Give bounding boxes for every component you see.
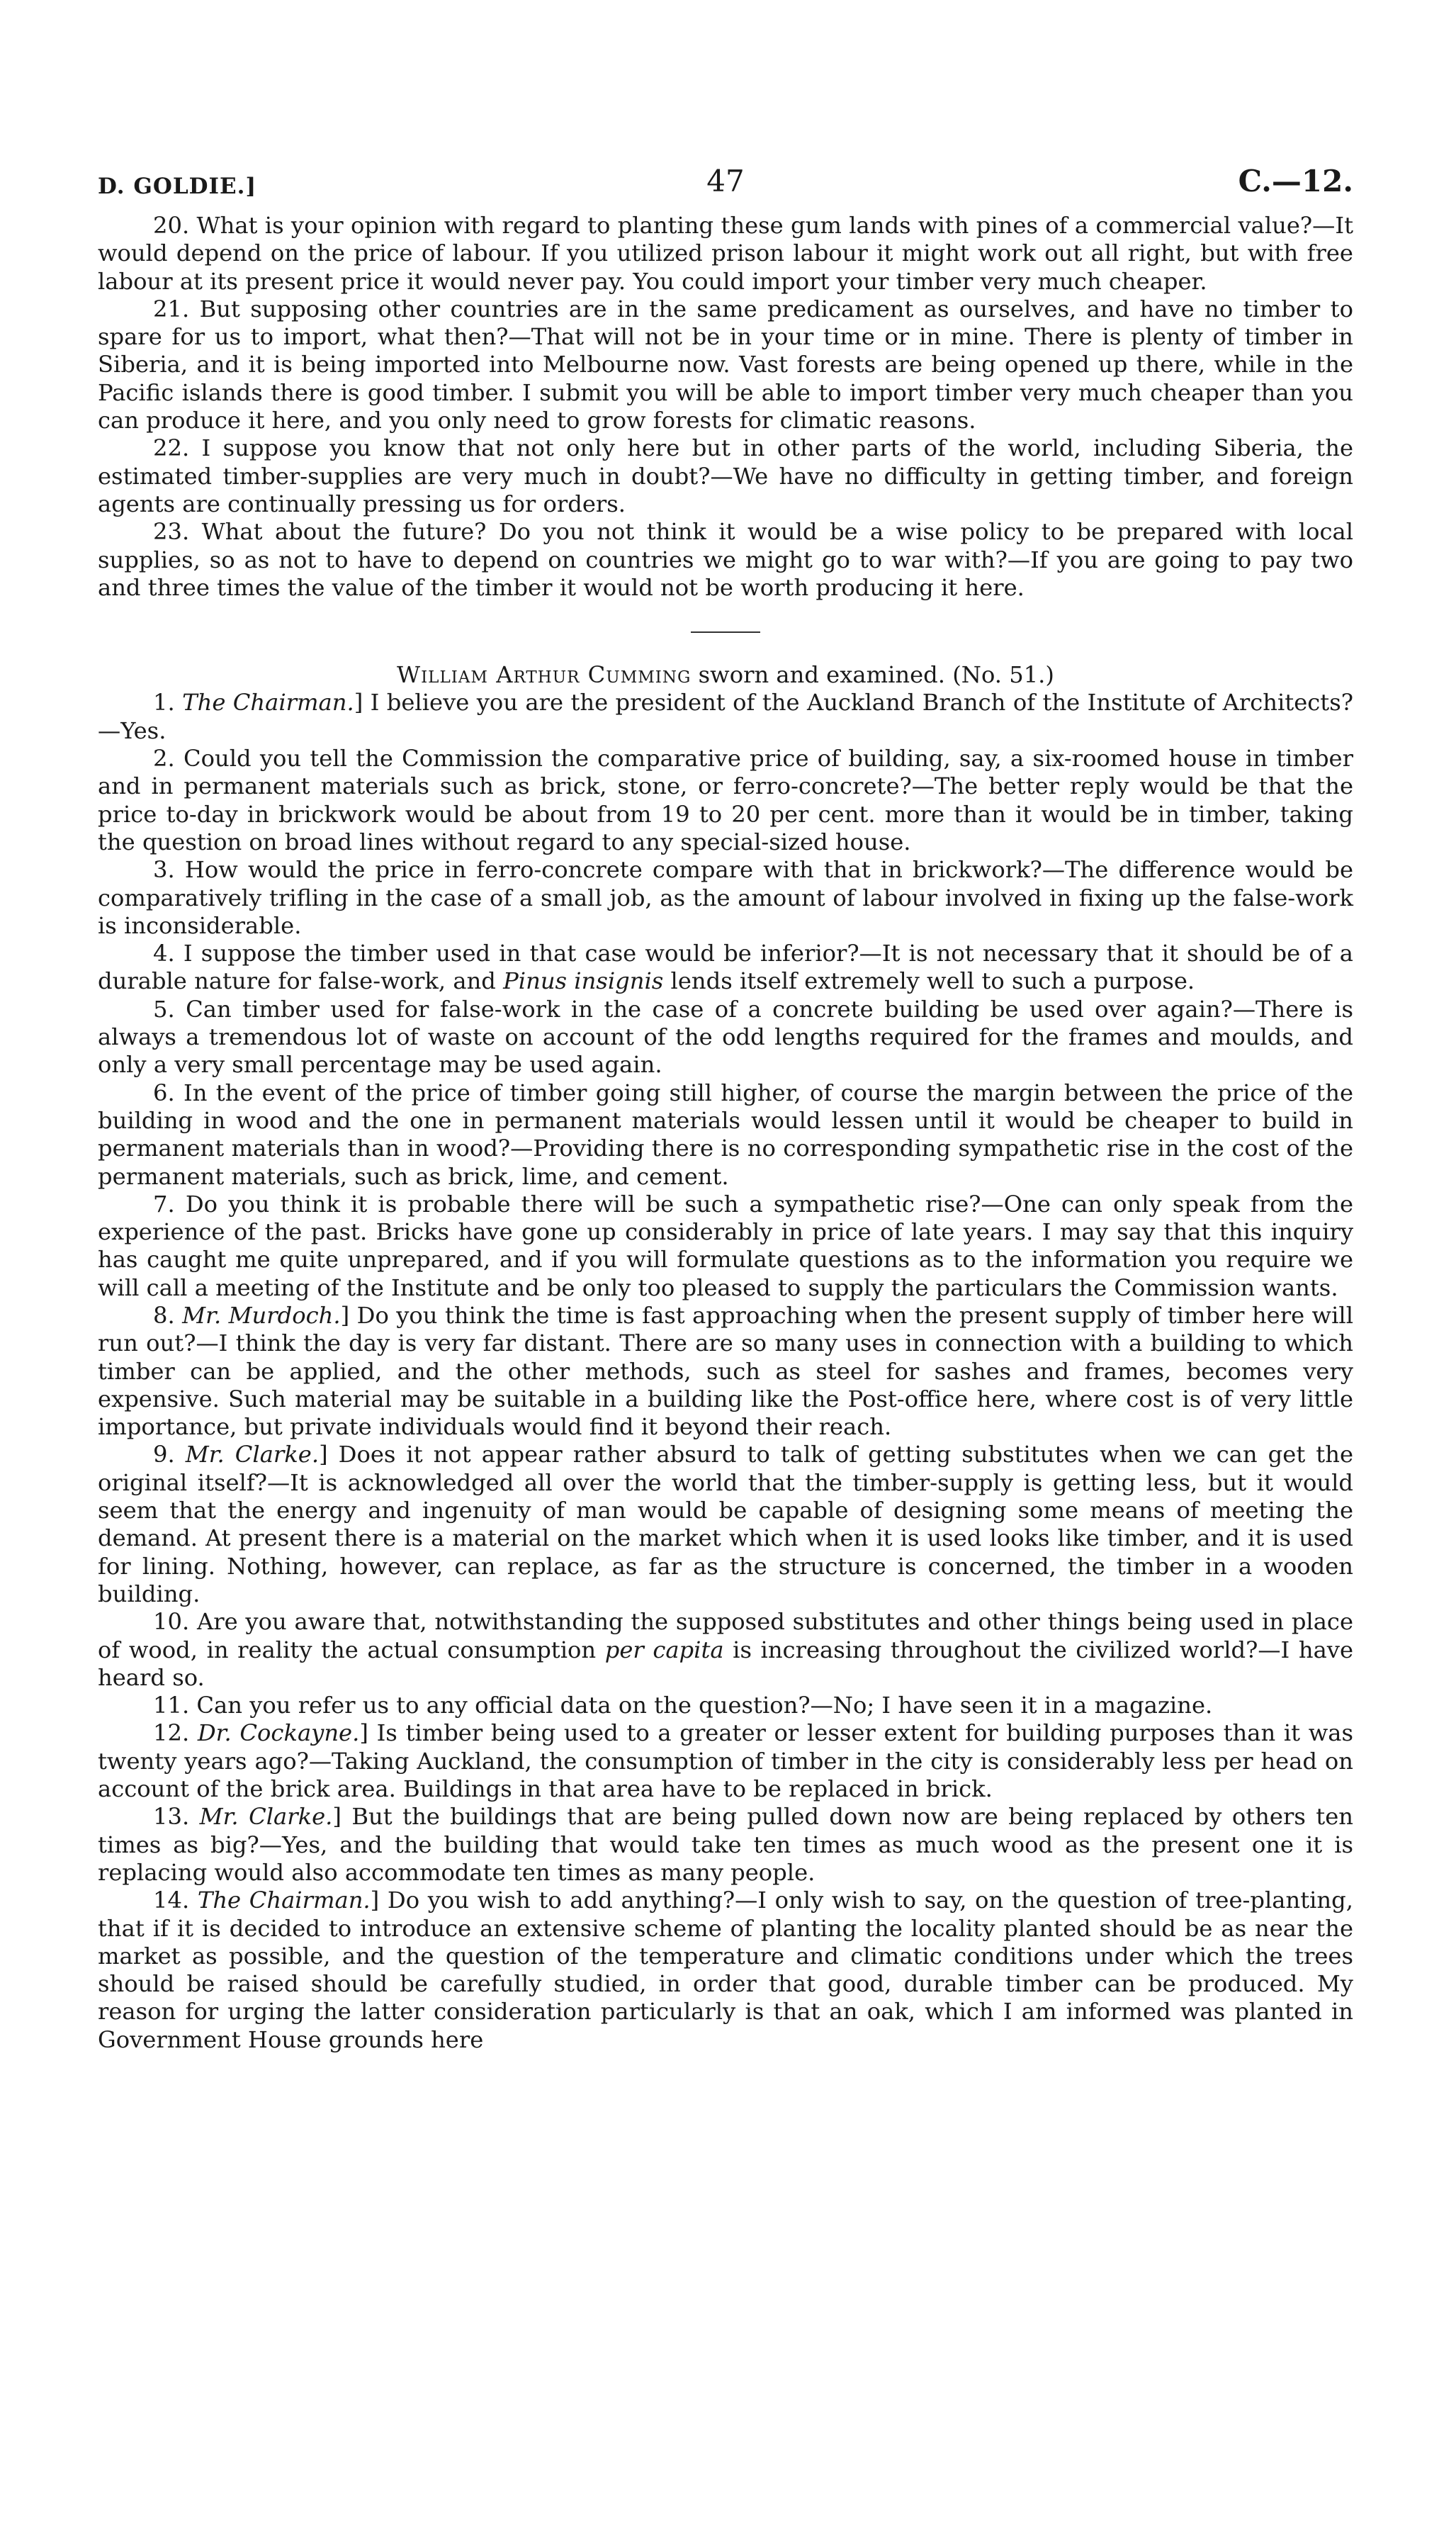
paragraph-text-continued: is increasing throughout the civilized world?—I have heard so.: [98, 1636, 1353, 1691]
cumming-evidence: [98, 689, 1353, 2054]
speaker-name: Mr. Murdoch.: [182, 1301, 341, 1329]
paragraph-text: ] But the buildings that are being pulled down now are being replaced by others ten times as big?—Yes, and the building that would take ten times as much wood as the present one it is replacing would also accommodate ten times as many people.: [98, 1803, 1353, 1886]
paragraph-number: 13.: [153, 1803, 200, 1831]
document-body: [98, 212, 1353, 2054]
paragraph-text: ] I believe you are the president of the Auckland Branch of the Institute of Architects?—Yes.: [98, 689, 1353, 744]
witness-heading: [98, 661, 1353, 689]
witness-heading-rest: sworn and examined. (No. 51.): [691, 661, 1054, 689]
speaker-name: Dr. Cockayne.: [197, 1719, 360, 1747]
paragraph-text: 11. Can you refer us to any official data on the question?—No; I have seen it in a magazine.: [153, 1692, 1213, 1719]
paragraph-text: 10. Are you aware that, notwithstanding the supposed substitutes and other things being used in place of wood, in reality the actual consumption: [98, 1608, 1353, 1663]
paragraph-text: 7. Do you think it is probable there will be such a sympathetic rise?—One can only speak from the experience of the past. Bricks have gone up considerably in price of late years. I may say that this inquiry has caught me quite unprepared, and if you will formulate questions as to the information you require we will call a meeting of the Institute and be only too pleased to supply the particulars the Commission wants.: [98, 1190, 1353, 1301]
question-paragraph: [98, 1079, 1353, 1191]
question-paragraph: [98, 1887, 1353, 2054]
paragraph-number: 14.: [153, 1887, 198, 1914]
question-paragraph: [98, 1302, 1353, 1441]
question-paragraph: [98, 1191, 1353, 1302]
speaker-name: Mr. Clarke.: [185, 1441, 320, 1468]
question-paragraph: [98, 434, 1353, 518]
document-page: [98, 145, 1353, 2054]
running-header: [98, 145, 1353, 199]
speaker-name: The Chairman.: [182, 689, 354, 717]
paragraph-text: ] Do you think the time is fast approaching when the present supply of timber here will run out?—I think the day is very far distant. There are so many uses in connection with a building to which timber can be applied, and the other methods, such as steel for sashes and frames, becomes very expensive. Such material may be suitable in a building like the Post-office here, where cost is of very little importance, but private individuals would find it beyond their reach.: [98, 1301, 1353, 1441]
goldie-evidence-continued: [98, 212, 1353, 602]
header-witness-name: D. GOLDIE.]: [98, 174, 257, 199]
paragraph-text-continued: lends itself extremely well to such a purpose.: [663, 967, 1195, 995]
paragraph-text: ] Do you wish to add anything?—I only wish to say, on the question of tree-planting, that if it is decided to introduce an extensive scheme of planting the locality planted should be as near the market as possible, and the question of the temperature and climatic conditions under which the trees should be raised should be carefully studied, in order that good, durable timber can be produced. My reason for urging the latter consideration particularly is that an oak, which I am informed was planted in Government House grounds here: [98, 1887, 1353, 2053]
document-reference: C.—12.: [1238, 164, 1353, 198]
question-paragraph: [98, 996, 1353, 1079]
paragraph-text: ] Is timber being used to a greater or lesser extent for building purposes than it was twenty years ago?—Taking Auckland, the consumption of timber in the city is considerably less per head on account of the brick area. Buildings in that area have to be replaced in brick.: [98, 1719, 1353, 1803]
paragraph-text: 6. In the event of the price of timber going still higher, of course the margin between the price of the building in wood and the one in permanent materials would lessen until it would be cheaper to build in permanent materials than in wood?—Providing there is no corresponding sympathetic rise in the cost of the permanent materials, such as brick, lime, and cement.: [98, 1079, 1353, 1190]
italic-term: Pinus insignis: [503, 967, 664, 995]
paragraph-text: 21. But supposing other countries are in the same predicament as ourselves, and have no timber to spare for us to import, what then?—That will not be in your time or in mine. There is plenty of timber in Siberia, and it is being imported into Melbourne now. Vast forests are being opened up there, while in the Pacific islands there is good timber. I submit you will be able to import timber very much cheaper than you can produce it here, and you only need to grow forests for climatic reasons.: [98, 295, 1353, 434]
question-paragraph: [98, 518, 1353, 602]
paragraph-text: 20. What is your opinion with regard to planting these gum lands with pines of a commercial value?—It would depend on the price of labour. If you utilized prison labour it might work out all right, but with free labour at its present price it would never pay. You could import your timber very much cheaper.: [98, 212, 1353, 295]
section-divider: [691, 631, 760, 633]
paragraph-text: 5. Can timber used for false-work in the case of a concrete building be used over again?—There is always a tremendous lot of waste on account of the odd lengths required for the frames and moulds, and only a very small percentage may be used again.: [98, 995, 1353, 1079]
question-paragraph: [98, 1608, 1353, 1692]
question-paragraph: [98, 1692, 1353, 1719]
paragraph-number: 8.: [153, 1301, 183, 1329]
question-paragraph: [98, 212, 1353, 296]
question-paragraph: [98, 1803, 1353, 1887]
question-paragraph: [98, 296, 1353, 434]
speaker-name: Mr. Clarke.: [199, 1803, 333, 1831]
question-paragraph: [98, 689, 1353, 745]
question-paragraph: [98, 745, 1353, 856]
paragraph-text: ] Does it not appear rather absurd to talk of getting substitutes when we can get the original itself?—It is acknowledged all over the world that the timber-supply is getting less, but it would seem that the energy and ingenuity of man would be capable of designing some means of meeting the demand. At present there is a material on the market which when it is used looks like timber, and it is used for lining. Nothing, however, can replace, as far as the structure is concerned, the timber in a wooden building.: [98, 1441, 1353, 1607]
italic-term: per capita: [604, 1636, 724, 1663]
paragraph-text: 2. Could you tell the Commission the comparative price of building, say, a six-roomed house in timber and in permanent materials such as brick, stone, or ferro-concrete?—The better reply would be that the price to-day in brickwork would be about from 19 to 20 per cent. more than it would be in timber, taking the question on broad lines without regard to any special-sized house.: [98, 745, 1353, 855]
paragraph-text: 3. How would the price in ferro-concrete compare with that in brickwork?—The difference would be comparatively trifling in the case of a small job, as the amount of labour involved in fixing up the false-work is inconsiderable.: [98, 856, 1353, 939]
page-number: 47: [706, 164, 745, 198]
question-paragraph: [98, 856, 1353, 940]
speaker-name: The Chairman.: [197, 1887, 371, 1914]
paragraph-number: 12.: [153, 1719, 198, 1747]
paragraph-number: 1.: [153, 689, 183, 717]
paragraph-number: 9.: [153, 1441, 186, 1468]
question-paragraph: [98, 1719, 1353, 1803]
paragraph-text: 22. I suppose you know that not only here but in other parts of the world, including Siberia, the estimated timber-supplies are very much in doubt?—We have no difficulty in getting timber, and foreign agents are continually pressing us for orders.: [98, 434, 1353, 517]
witness-name: William Arthur Cumming: [397, 661, 692, 689]
question-paragraph: [98, 1441, 1353, 1608]
question-paragraph: [98, 940, 1353, 996]
paragraph-text: 23. What about the future? Do you not think it would be a wise policy to be prepared with local supplies, so as not to have to depend on countries we might go to war with?—If you are going to pay two and three times the value of the timber it would not be worth producing it here.: [98, 518, 1353, 601]
paragraph-text: 4. I suppose the timber used in that case would be inferior?—It is not necessary that it should be of a durable nature for false-work, and: [98, 940, 1353, 995]
